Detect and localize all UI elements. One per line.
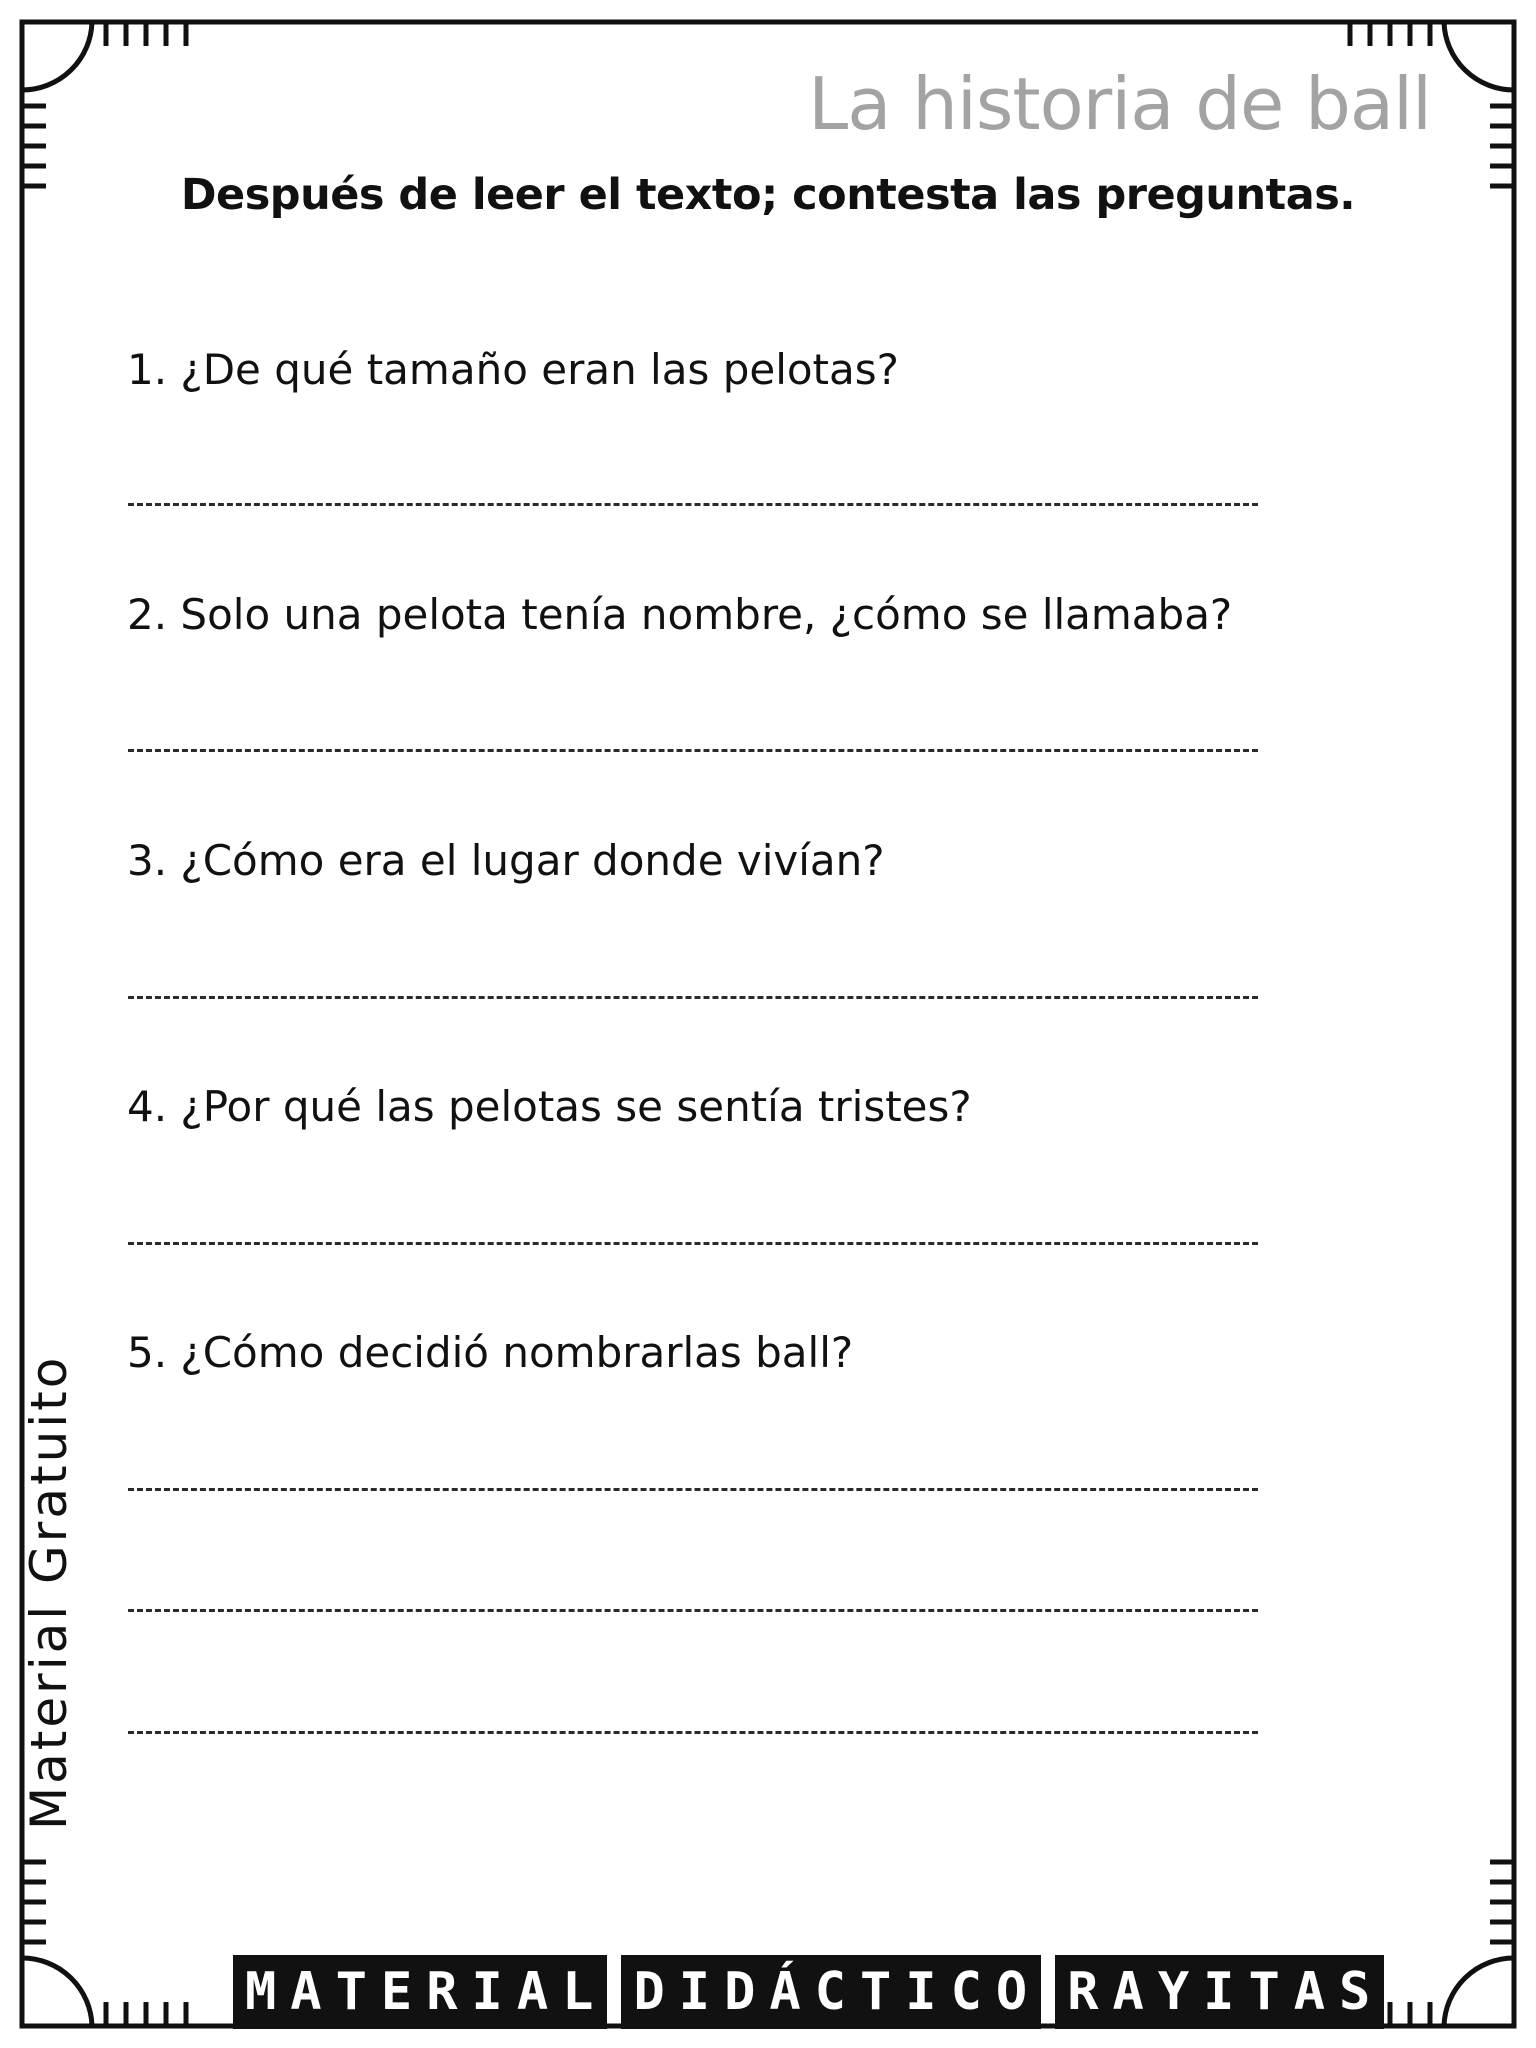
side-label: Material Gratuito — [20, 1354, 78, 1830]
page-title: La historia de ball — [808, 62, 1431, 146]
answer-line-1[interactable] — [128, 503, 1258, 506]
answer-line-4[interactable] — [128, 1242, 1258, 1245]
question-3: 3. ¿Cómo era el lugar donde vivían? — [127, 836, 885, 885]
brand-word-material: MATERIAL — [233, 1955, 607, 2029]
question-4: 4. ¿Por qué las pelotas se sentía tristes? — [127, 1082, 972, 1131]
brand-word-rayitas: RAYITAS — [1055, 1955, 1384, 2029]
brand-footer — [233, 1955, 1384, 2029]
instructions-text: Después de leer el texto; contesta las preguntas. — [180, 170, 1356, 220]
question-1: 1. ¿De qué tamaño eran las pelotas? — [127, 345, 899, 394]
answer-line-3[interactable] — [128, 996, 1258, 999]
answer-line-5a[interactable] — [128, 1488, 1258, 1491]
question-5: 5. ¿Cómo decidió nombrarlas ball? — [127, 1328, 854, 1377]
question-2: 2. Solo una pelota tenía nombre, ¿cómo se llamaba? — [127, 590, 1233, 639]
brand-word-didactico: DIDÁCTICO — [621, 1955, 1041, 2029]
answer-line-5b[interactable] — [128, 1609, 1258, 1612]
answer-line-5c[interactable] — [128, 1731, 1258, 1734]
answer-line-2[interactable] — [128, 749, 1258, 752]
